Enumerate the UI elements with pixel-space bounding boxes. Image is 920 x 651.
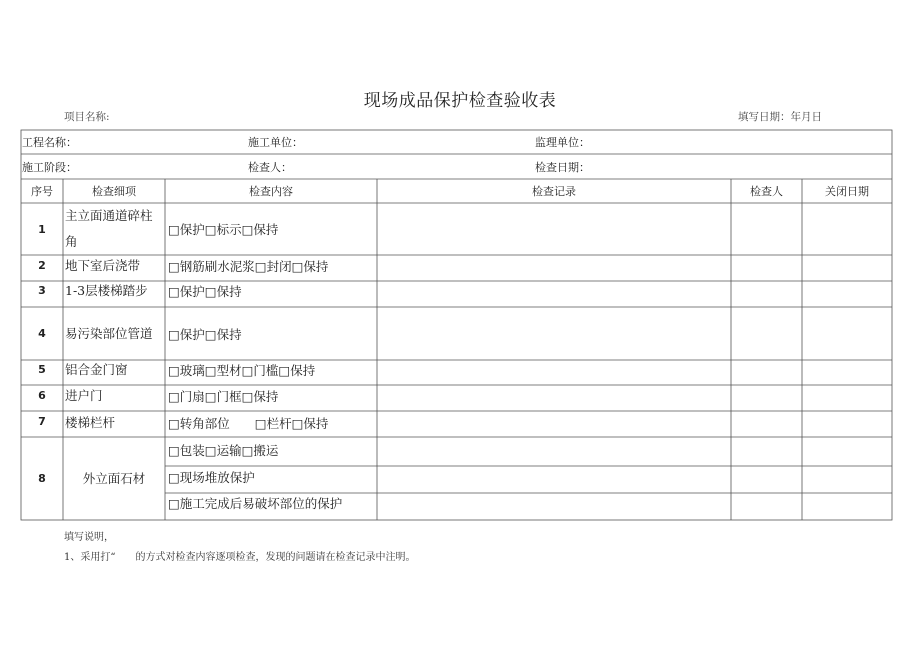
header-record: 检查记录 [532,185,576,198]
row-item: 进户门 [65,388,103,403]
page-title: 现场成品保护检查验收表 [363,91,557,111]
row-content: □施工完成后易破坏部位的保护 [168,496,343,511]
row-content: □钢筋刷水泥浆□封闭□保持 [168,258,329,274]
notes-heading: 填写说明， [64,532,114,543]
notes-line-1: 1、采用打“ 的方式对检查内容逐项检查，发现的问题请在检查记录中注明。 [64,552,416,563]
row-item: 地下室后浇带 [65,257,141,273]
row-item: 易污染部位管道 [65,325,153,341]
row-number: 7 [38,414,46,428]
row-number: 6 [38,388,46,402]
engineering-name-label: 工程名称： [22,136,77,149]
row-number: 2 [38,259,46,272]
fill-date-label: 填写日期：年月日 [738,111,822,123]
row-content: □转角部位 □栏杆□保持 [168,416,329,431]
row-item: 铝合金门窗 [65,362,128,377]
row-item: 1-3层楼梯踏步 [65,283,148,298]
header-inspector: 检查人 [750,185,783,198]
row-number: 8 [38,472,46,485]
row-content: □保护□标示□保持 [168,222,279,237]
row-number: 3 [38,283,46,297]
row-content: □玻璃□型材□门槛□保持 [168,363,316,378]
construction-stage-label: 施工阶段： [22,160,77,174]
header-item: 检查细项 [92,185,136,198]
row-number: 1 [38,222,46,236]
row-content: □包装□运输□搬运 [168,443,279,458]
header-no: 序号 [31,185,53,198]
row-number: 4 [38,327,46,340]
row-item: 主立面通道碎柱角 [65,208,153,249]
row-number: 5 [38,362,46,376]
header-content: 检查内容 [249,185,293,198]
inspector-label: 检查人： [248,160,292,174]
row-content: □门扇□门框□保持 [168,389,279,404]
row-content: □保护□保持 [168,284,242,299]
row-item: 外立面石材 [82,470,146,486]
row-content: □现场堆放保护 [168,470,255,485]
construction-unit-label: 施工单位： [248,136,303,149]
inspection-date-label: 检查日期： [535,160,590,174]
row-item: 楼梯栏杆 [65,415,116,430]
project-name-label: 项目名称: [64,111,110,123]
header-close-date: 关闭日期 [825,185,869,198]
supervision-unit-label: 监理单位： [535,136,590,149]
row-content: □保护□保持 [168,326,242,342]
